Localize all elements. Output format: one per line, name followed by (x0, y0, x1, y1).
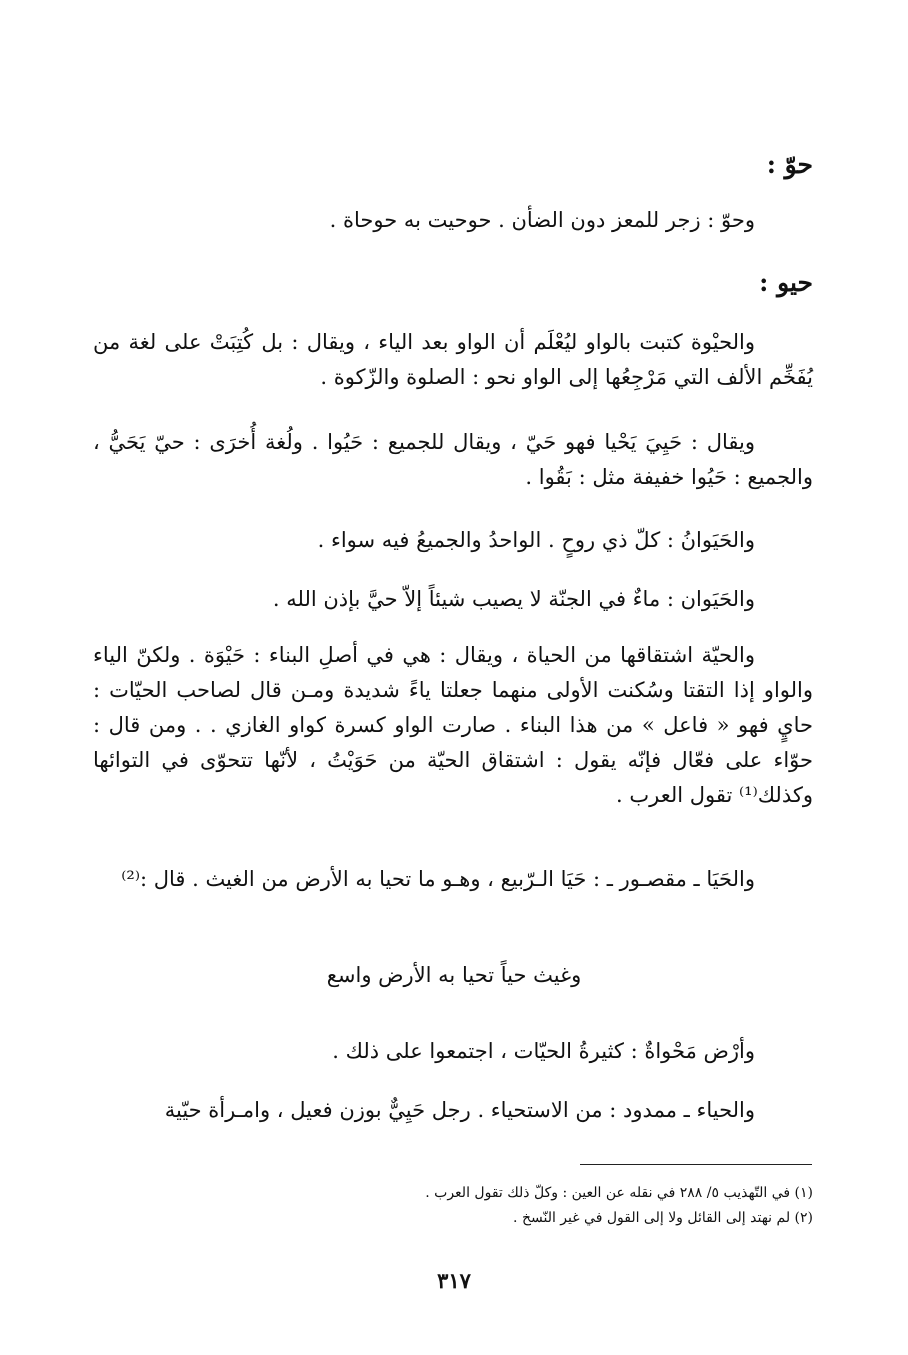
paragraph-hayw-2: ويقال : حَيِيَ يَحْيا فهو حَيّ ، ويقال للجميع : حَيُوا . ولُغة أُخرَى : حيّ يَحَيُّ ، والجميع : حَيُوا خفيفة مثل : بَقُوا . (93, 430, 813, 489)
poetry-verse: وغيث حياً تحيا به الأرض واسع (326, 963, 582, 987)
paragraph-hayw-1: والحيْوة كتبت بالواو ليُعْلَم أن الواو بعد الياء ، ويقال : بل كُتِبَتْ على لغة من يُفَخِّم الألف التي مَرْجِعُها إلى الواو نحو : الصلوة والزّكوة . (93, 330, 813, 389)
paragraph-haww-1: وحوّ : زجر للمعز دون الضأن . حوحيت به حوحاة . (329, 208, 755, 232)
paragraph-hayw-4: والحَيَوان : ماءٌ في الجنّة لا يصيب شيئاً إلاّ حيَّ بإذن الله . (272, 587, 755, 611)
paragraph-hayw-7: وأرْض مَحْواةٌ : كثيرةُ الحيّات ، اجتمعوا على ذلك . (332, 1039, 755, 1063)
entry-heading-hayw: حيو : (759, 268, 813, 297)
paragraph-hayw-6: والحَيَا ـ مقصـور ـ : حَيَا الـرّبيع ، وهـو ما تحيا به الأرض من الغيث . قال :⁽²⁾ (121, 867, 755, 891)
paragraph-hayw-8: والحياء ـ ممدود : من الاستحياء . رجل حَيِيٌّ بوزن فعيل ، وامـرأة حيّية (164, 1098, 755, 1122)
entry-heading-haww: حوّ : (766, 150, 813, 179)
paragraph-hayw-5: والحيّة اشتقاقها من الحياة ، ويقال : هي في أصلِ البناء : حَيْوَة . ولكنّ الياء والواو إذا التقتا وسُكنت الأولى منهما جعلتا ياءً شديدة ومـن قال لصاحب الحيّات : حايٍ فهو « فاعل » من هذا البناء . صارت الواو كسرة كواو الغازي . . ومن قال : حوّاء على فعّال فإنّه يقول : اشتقاق الحيّة من حَوَيْتُ ، لأنّها تتحوّى في التوائها وكذلك⁽¹⁾ تقول العرب . (93, 643, 813, 807)
footnote-divider (580, 1164, 812, 1165)
page-number: ٣١٧ (437, 1268, 471, 1293)
footnote-2: (٢) لم نهتد إلى القائل ولا إلى القول في غير النّسخ . (513, 1210, 813, 1226)
paragraph-hayw-3: والحَيَوانُ : كلّ ذي روحٍ . الواحدُ والجميعُ فيه سواء . (317, 528, 755, 552)
footnote-1: (١) في التّهذيب ٥/ ٢٨٨ في نقله عن العين : وكلّ ذلك تقول العرب . (425, 1185, 813, 1201)
